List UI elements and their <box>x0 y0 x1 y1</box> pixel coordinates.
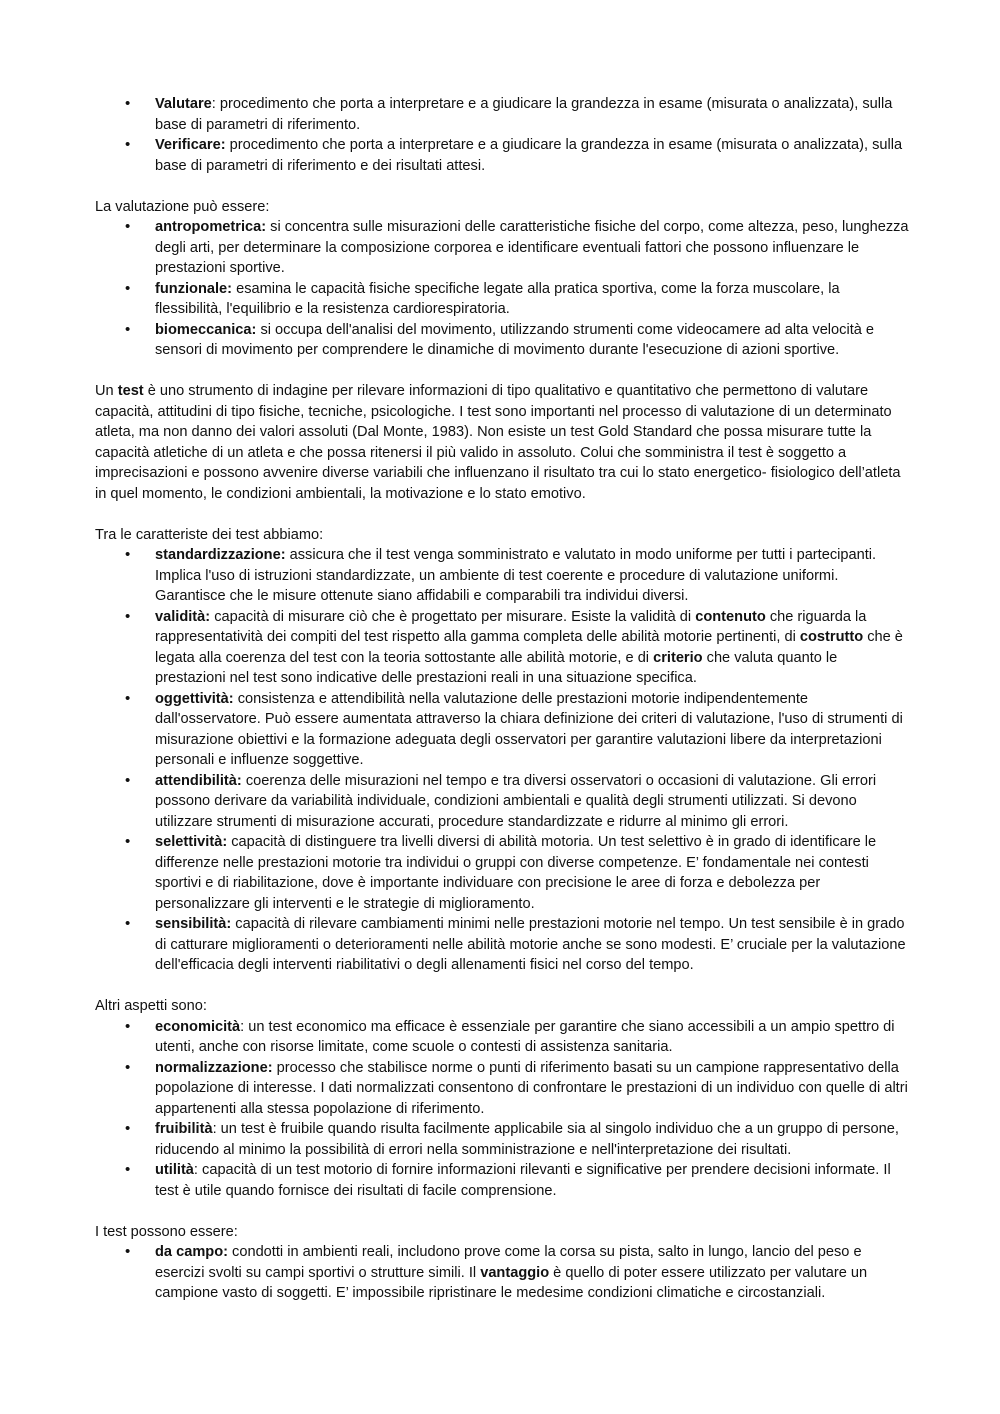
term: funzionale: <box>155 280 233 297</box>
text-run: che è legata alla coerenza del test con la teoria sottostante alle abilità motorie, e di <box>155 629 903 666</box>
definition: : un test è fruibile quando risulta facilmente applicabile sia al singolo individuo che a un gruppo di persone, riducendo al minimo la possibilità di errori nella somministrazione e nell'interpretazione dei risultati. <box>155 1121 899 1158</box>
list-item <box>155 545 910 607</box>
definition: : capacità di un test motorio di fornire informazioni rilevanti e significative per prendere decisioni informate. Il test è utile quando fornisce dei risultati di facile comprensione. <box>155 1162 891 1199</box>
list-item <box>155 1058 910 1120</box>
section-intro: Altri aspetti sono: <box>95 998 207 1014</box>
definition: capacità di distinguere tra livelli diversi di abilità motoria. Un test selettivo è in grado di identificare le differenze nelle prestazioni motorie tra individui o gruppi con diverse competenze. E’ fondamentale nei contesti sportivi e di riabilitazione, dove è importante individuare con precisione le aree di forza e debolezza per personalizzare gli interventi e le strategie di miglioramento. <box>155 834 877 912</box>
keyword: criterio <box>653 649 703 666</box>
list-item <box>155 320 910 361</box>
term: attendibilità: <box>155 772 242 789</box>
definition: : un test economico ma efficace è essenziale per garantire che siano accessibili a un ampio spettro di utenti, anche con risorse limitate, come scuole o contesti di assistenza sanitaria. <box>155 1018 895 1055</box>
evaluation-types-list <box>95 217 910 361</box>
list-item <box>155 1017 910 1058</box>
definition: consistenza e attendibilità nella valutazione delle prestazioni motorie indipendentemente dall'osservatore. Può essere aumentata attraverso la chiara definizione dei criteri di valutazione, l'uso di strumenti di misurazione obiettivi e la formazione adeguata degli osservatori per garantire valutazioni libere da interpretazioni personali e influenze soggettive. <box>155 690 903 768</box>
definition: capacità di rilevare cambiamenti minimi nelle prestazioni motorie nel tempo. Un test sensibile è in grado di catturare miglioramenti o deterioramenti nelle abilità motorie anche se sono modesti. E’ cruciale per la valutazione dell'efficacia degli interventi riabilitativi o degli allenamenti fisici nel corso del tempo. <box>155 916 906 973</box>
keyword: contenuto <box>695 608 766 625</box>
definition: procedimento che porta a interpretare e a giudicare la grandezza in esame (misurata o analizzata), sulla base di parametri di riferimento e dei risultati attesi. <box>155 137 903 174</box>
text-run: che valuta quanto le prestazioni nel test sono indicative delle prestazioni reali in una situazione specifica. <box>155 649 838 686</box>
list-item <box>155 771 910 833</box>
term: standardizzazione: <box>155 547 286 563</box>
keyword: costrutto <box>799 629 864 645</box>
term: test <box>117 383 144 399</box>
definition: : procedimento che porta a interpretare e a giudicare la grandezza in esame (misurata o analizzata), sulla base di parametri di riferimento. <box>155 96 893 133</box>
list-item <box>155 217 910 279</box>
list-item <box>155 279 910 320</box>
keyword: vantaggio <box>480 1264 550 1281</box>
list-item <box>155 914 910 976</box>
term: antropometrica: <box>155 219 267 235</box>
definition: coerenza delle misurazioni nel tempo e tra diversi osservatori o occasioni di valutazione. Gli errori possono derivare da variabilità individuale, condizioni ambientali e qualità degli strumenti utilizzati. Si devono utilizzare strumenti di misurazione accurati, procedure standardizzate e ridurre al minimo gli errori. <box>155 772 877 830</box>
text-run: condotti in ambienti reali, includono prove come la corsa su pista, salto in lungo, lancio del peso e esercizi svolti su campi sportivi o strutture simili. Il <box>155 1244 862 1281</box>
definition: assicura che il test venga somministrato e valutato in modo uniforme per tutti i partecipanti. Implica l'uso di istruzioni standardizzate, un ambiente di test coerente e procedure di valutazione uniformi. Garantisce che le misure ottenute siano affidabili e comparabili tra individui diversi. <box>155 547 877 604</box>
test-types-list <box>95 1242 910 1304</box>
list-item <box>155 689 910 771</box>
term: economicità <box>155 1018 241 1035</box>
list-item <box>155 1119 910 1160</box>
list-item <box>155 1160 910 1201</box>
list-item <box>155 135 910 176</box>
text-run: che riguarda la rappresentatività dei compiti del test rispetto alla gamma completa delle abilità motorie pertinenti, di <box>155 608 867 645</box>
other-aspects-list <box>95 1017 910 1202</box>
definition: si concentra sulle misurazioni delle caratteristiche fisiche del corpo, come altezza, peso, lunghezza degli arti, per determinare la composizione corporea e identificare eventuali fattori che possono influenzare le prestazioni sportive. <box>155 219 909 276</box>
test-characteristics-list <box>95 545 910 976</box>
test-definition-paragraph <box>95 381 910 504</box>
list-item <box>155 832 910 914</box>
term: Verificare: <box>155 137 226 153</box>
list-item <box>155 94 910 135</box>
section-intro: I test possono essere: <box>95 1223 238 1240</box>
term: biomeccanica: <box>155 321 257 338</box>
definition: esamina le capacità fisiche specifiche legate alla pratica sportiva, come la forza muscolare, la flessibilità, l'equilibrio e la resistenza cardiorespiratoria. <box>155 280 840 317</box>
term: validità: <box>155 608 211 625</box>
section-intro: La valutazione può essere: <box>95 198 270 215</box>
term: fruibilità <box>155 1121 213 1137</box>
term: oggettività: <box>155 690 234 707</box>
term: Valutare <box>155 96 212 112</box>
text-run: Un <box>95 383 118 399</box>
term: utilità <box>155 1162 194 1178</box>
text-run: capacità di misurare ciò che è progettato per misurare. Esiste la validità di <box>210 608 696 625</box>
text-run: è quello di poter essere utilizzato per valutare un campione vasto di soggetti. E’ impossibile ripristinare le medesime condizioni climatiche e circostanziali. <box>155 1264 868 1301</box>
term: sensibilità: <box>155 916 232 932</box>
list-item <box>155 607 910 689</box>
term: normalizzazione: <box>155 1059 273 1076</box>
text-run: è uno strumento di indagine per rilevare informazioni di tipo qualitativo e quantitativo che permettono di valutare capacità, attitudini di tipo fisiche, tecniche, psicologiche. I test sono importanti nel processo di valutazione di un determinato atleta, ma non danno dei valori assoluti (Dal Monte, 1983). Non esiste un test Gold Standard che possa misurare tutte la capacità atletiche di un atleta e che possa ritenersi il più valido in assoluto. Colui che somministra il test è soggetto a imprecisazioni e possono avvenire diverse variabili che influenzano il risultato tra cui lo stato energetico- fisiologico dell’atleta in quel momento, le condizioni ambientali, la motivazione e lo stato emotivo. <box>95 383 901 502</box>
term: selettività: <box>155 834 228 850</box>
definitions-list <box>95 94 910 176</box>
definition: processo che stabilisce norme o punti di riferimento basati su un campione rappresentativo della popolazione di interesse. I dati normalizzati consentono di confrontare le prestazioni di un individuo con quelle di altri appartenenti alla stessa popolazione di riferimento. <box>155 1059 908 1117</box>
definition: si occupa dell'analisi del movimento, utilizzando strumenti come videocamere ad alta velocità e sensori di movimento per comprendere le dinamiche di movimento durante l'esecuzione di azioni sportive. <box>155 321 875 358</box>
term: da campo: <box>155 1244 228 1260</box>
section-intro: Tra le caratteriste dei test abbiamo: <box>95 526 324 543</box>
list-item <box>155 1242 910 1304</box>
